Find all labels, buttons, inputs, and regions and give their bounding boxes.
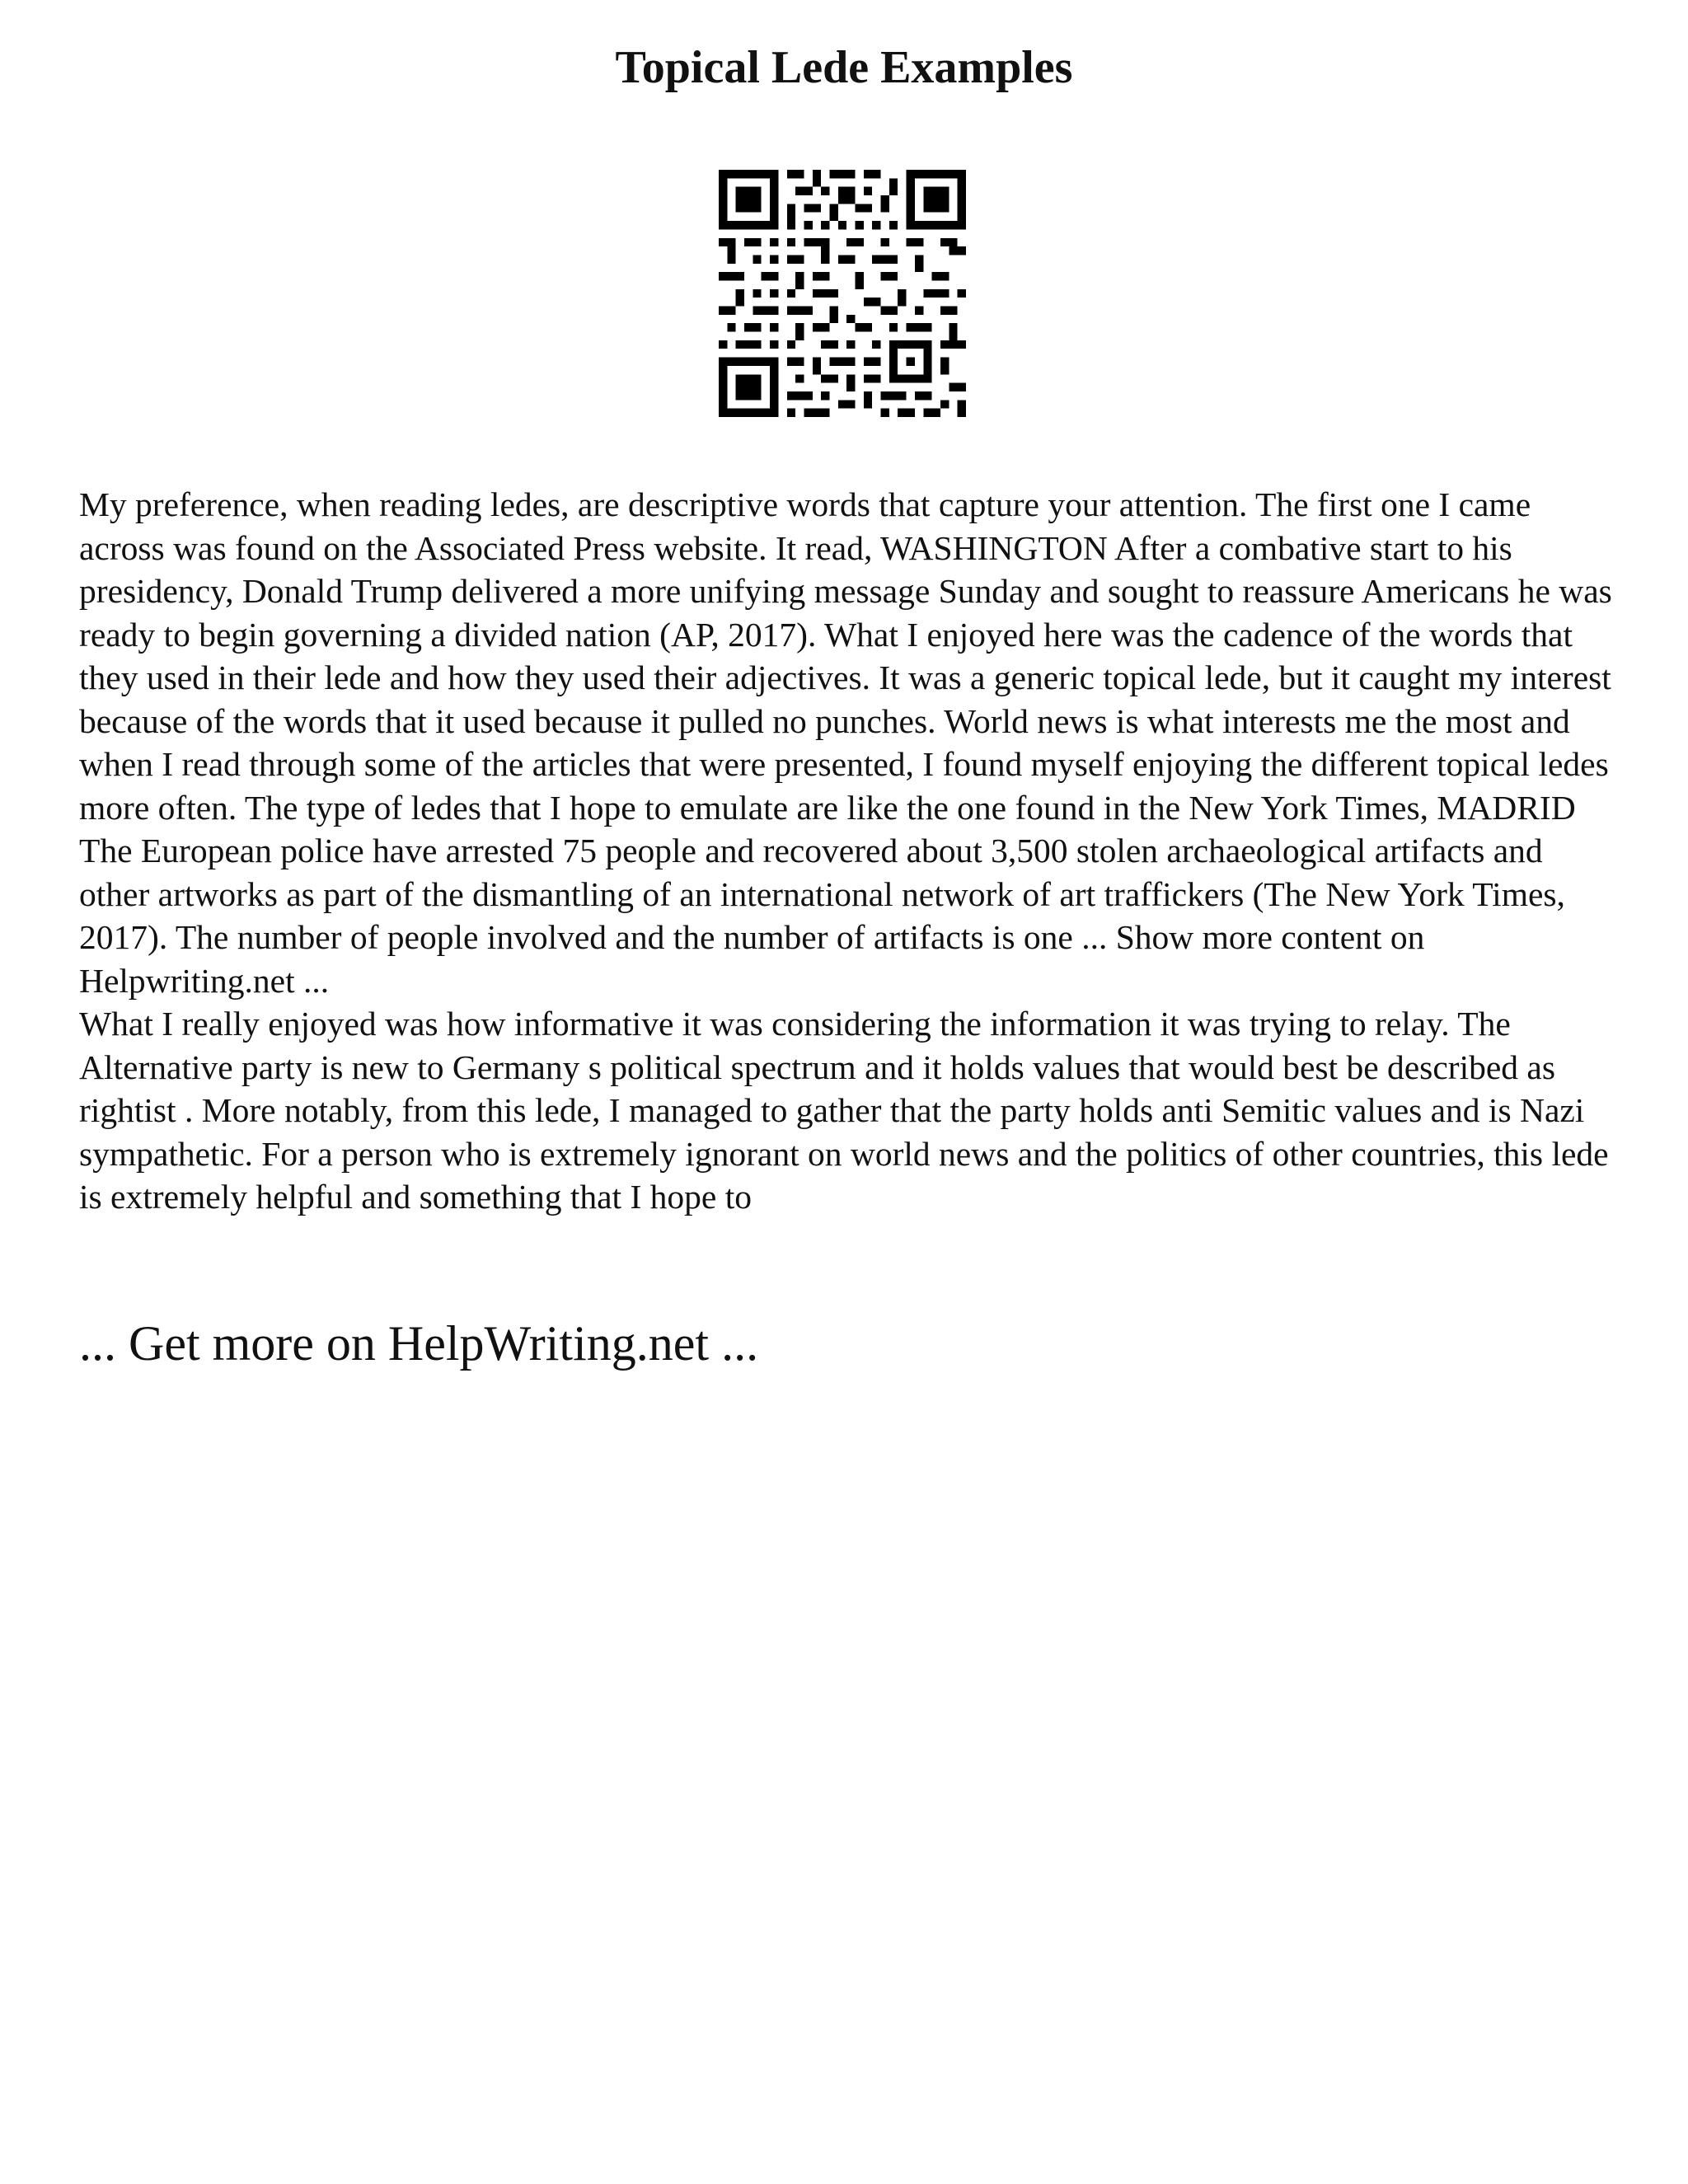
paragraph: What I really enjoyed was how informative it was considering the information it was trying to relay. The Alternative party is new to Germany s political spectrum and it holds values that would best be described as rightist . More notably, from this lede, I managed to gather that the party holds anti Semitic values and is Nazi sympathetic. For a person who is extremely ignorant on world news and the politics of other countries, this lede is extremely helpful and something that I hope to [79, 1005, 1609, 1216]
qr-code-icon [719, 170, 966, 417]
get-more-link[interactable]: ... Get more on HelpWriting.net ... [79, 1316, 759, 1371]
page-title: Topical Lede Examples [615, 42, 1073, 93]
article-body [79, 483, 1620, 1219]
paragraph: My preference, when reading ledes, are descriptive words that capture your attention. The first one I came across was found on the Associated Press website. It read, WASHINGTON After a combative start to his presidency, Donald Trump delivered a more unifying message Sunday and sought to reassure Americans he was ready to begin governing a divided nation (AP, 2017). What I enjoyed here was the cadence of the words that they used in their lede and how they used their adjectives. It was a generic topical lede, but it caught my interest because of the words that it used because it pulled no punches. World news is what interests me the most and when I read through some of the articles that were presented, I found myself enjoying the different topical ledes more often. The type of ledes that I hope to emulate are like the one found in the New York Times, MADRID The European police have arrested 75 people and recovered about 3,500 stolen archaeological artifacts and other artworks as part of the dismantling of an international network of art traffickers (The New York Times, 2017). The number of people involved and the number of artifacts is one ... Show more content on Helpwriting.net ... [79, 485, 1612, 1000]
